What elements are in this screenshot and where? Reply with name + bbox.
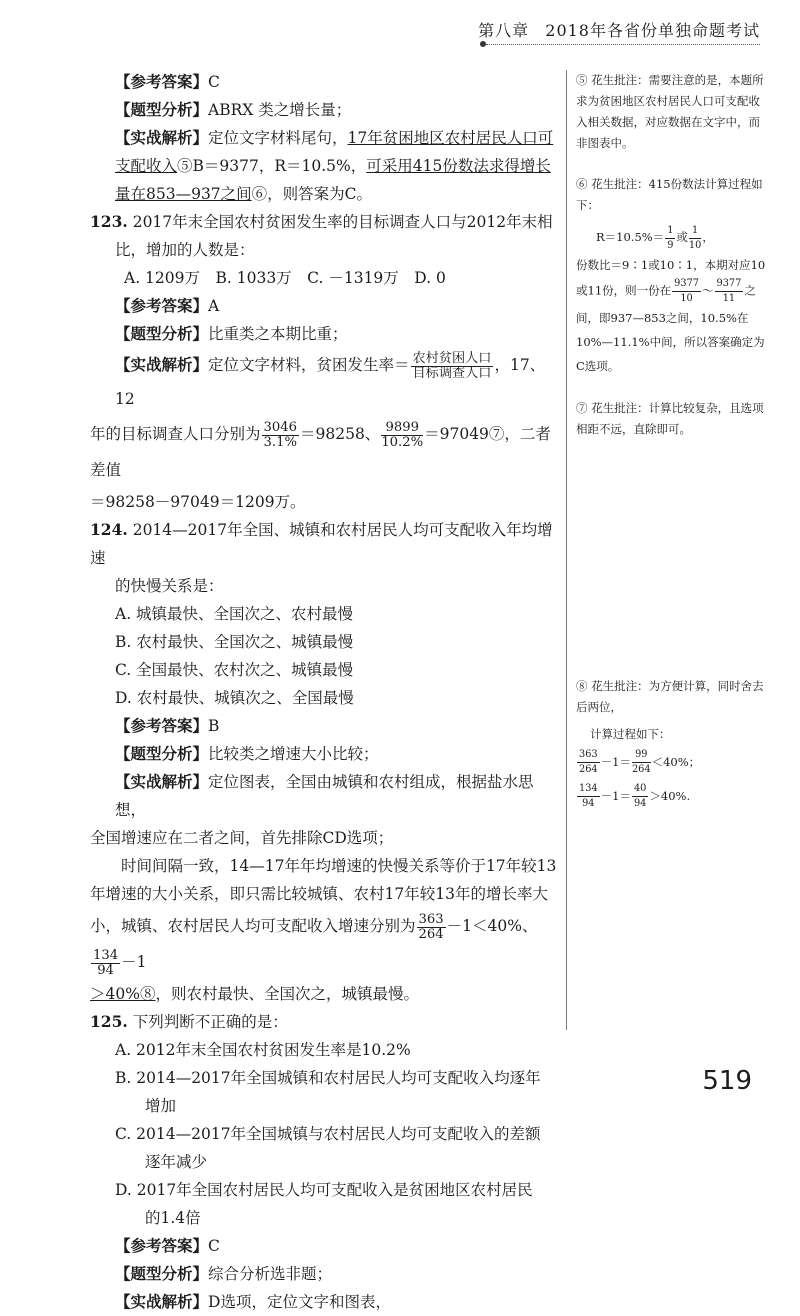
- option-c: C. 全国最快、农村次之、城镇最慢: [115, 661, 354, 679]
- options-line: A. 1209万 B. 1033万 C. －1319万 D. 0: [124, 269, 446, 287]
- practical-cont: 年的目标调查人口分别为 $\frac{3046}{3.1\%}$ ＝98258、 $\frac{9899}{10.2\%}$ ＝97049⑦，二者差值: [90, 419, 551, 479]
- question-stem-cont: 比，增加的人数是：: [115, 241, 255, 259]
- question-123: 123. 2017年末全国农村贫困发生率的目标调查人口与2012年末相: [90, 212, 553, 231]
- answer-line: 【参考答案】B: [115, 716, 220, 735]
- type-line: 【题型分析】比较类之增速大小比较；: [115, 744, 379, 763]
- option-b: B. 农村最快、全国次之、城镇最慢: [115, 633, 354, 651]
- main-column: [90, 68, 560, 1316]
- fraction: $\frac{99}{264}$: [631, 749, 651, 775]
- practical-line: 【实战解析】定位文字材料，贫困发生率＝ $\frac{\text{农村贫困人口}}{\text{目标调查人口}}$ ，17、12: [115, 350, 546, 408]
- answer-line: 【参考答案】C: [115, 72, 220, 91]
- practical-cont: 年增速的大小关系，即只需比较城镇、农村17年较13年的增长率大: [90, 885, 548, 903]
- fraction: $\frac{3046}{3.1\%}$: [263, 419, 297, 450]
- fraction: $\frac{1}{9}$: [667, 224, 674, 251]
- fraction: $\frac{363}{264}$: [418, 911, 444, 942]
- page-number: 519: [702, 1066, 752, 1096]
- practical-cont: 时间间隔一致，14—17年年均增速的快慢关系等价于17年较13: [121, 857, 557, 875]
- option-c-cont: 逐年减少: [145, 1153, 208, 1171]
- type-line: 【题型分析】综合分析选非题；: [115, 1264, 333, 1283]
- header-title: 2018年各省份单独命题考试: [545, 21, 760, 40]
- option-d: D. 2017年全国农村居民人均可支配收入是贫困地区农村居民: [115, 1181, 533, 1199]
- type-line: 【题型分析】比重类之本期比重；: [115, 324, 348, 343]
- note-6-formula: R＝10.5%＝ $\frac{1}{9}$ 或 $\frac{1}{10}$ ，: [596, 224, 714, 251]
- practical-line: 【实战解析】定位图表，全国由城镇和农村组成，根据盐水思想，: [115, 772, 534, 819]
- note-8-eq2: $\frac{134}{94}$ －1＝ $\frac{40}{94}$ ＞40%.: [579, 783, 691, 809]
- answer-line: 【参考答案】C: [115, 1236, 220, 1255]
- note-6-head: ⑥ 花生批注：415份数法计算过程如下：: [576, 177, 763, 212]
- option-c: C. 2014—2017年全国城镇与农村居民人均可支配收入的差额: [115, 1125, 541, 1143]
- option-d-cont: 的1.4倍: [145, 1209, 201, 1227]
- note-8-head: ⑧ 花生批注：为方便计算，同时舍去后两位，: [576, 678, 764, 714]
- note-5: ⑤ 花生批注：需要注意的是，本题所求为贫困地区农村居民人口可支配收入相关数据，对应数据在文字中，而非图表中。: [576, 73, 764, 150]
- fraction: $\frac{9377}{11}$: [716, 277, 742, 304]
- fraction: $\frac{40}{94}$: [633, 783, 647, 809]
- option-d: D. 农村最快、城镇次之、全国最慢: [115, 689, 354, 707]
- note-8-eq1: $\frac{363}{264}$ －1＝ $\frac{99}{264}$ ＜40%；: [579, 749, 701, 775]
- margin-notes: [576, 70, 766, 813]
- option-b-cont: 增加: [145, 1097, 177, 1115]
- margin-divider: [566, 70, 567, 1030]
- fraction: $\frac{1}{10}$: [688, 224, 702, 251]
- note-6-body: 份数比＝9∶1或10∶1，本期对应10或11份，则一份在 $\frac{9377}{10}$ ～ $\frac{9377}{11}$ 之间，即937—853之间，10.5%在10%—11.1%中间，所以答案确定为C选项。: [576, 257, 766, 373]
- practical-cont: ＝98258－97049＝1209万。: [90, 493, 306, 511]
- practical-cont: 小，城镇、农村居民人均可支配收入增速分别为 $\frac{363}{264}$ －1＜40%、 $\frac{134}{94}$ －1: [90, 911, 538, 978]
- fraction: $\frac{134}{94}$: [579, 783, 598, 809]
- running-header: [478, 18, 760, 41]
- fraction: $\frac{363}{264}$: [579, 749, 598, 775]
- practical-cont: 全国增速应在二者之间，首先排除CD选项；: [90, 829, 394, 847]
- question-stem-cont: 的快慢关系是：: [115, 577, 224, 595]
- note-8-sub: 计算过程如下：: [590, 726, 671, 741]
- answer-line: 【参考答案】A: [115, 296, 220, 315]
- practical-cont: ＞40%⑧，则农村最快、全国次之，城镇最慢。: [90, 985, 419, 1003]
- type-line: 【题型分析】ABRX 类之增长量；: [115, 100, 352, 119]
- question-125: 125. 下列判断不正确的是：: [90, 1012, 288, 1031]
- option-a: A. 2012年末全国农村贫困发生率是10.2%: [115, 1041, 411, 1059]
- option-a: A. 城镇最快、全国次之、农村最慢: [115, 605, 354, 623]
- fraction: $\frac{\text{农村贫困人口}}{\text{目标调查人口}}$: [412, 350, 492, 381]
- question-124: 124. 2014—2017年全国、城镇和农村居民人均可支配收入年均增速: [90, 520, 553, 567]
- practical-line: 【实战解析】定位文字材料尾句，17年贫困地区农村居民人口可支配收入⑤B＝9377，R＝10.5%，可采用415份数法求得增长量在853—937之间⑥，则答案为C。: [115, 128, 554, 203]
- option-b: B. 2014—2017年全国城镇和农村居民人均可支配收入均逐年: [115, 1069, 541, 1087]
- note-7: ⑦ 花生批注：计算比较复杂，且选项相距不远，直除即可。: [576, 400, 764, 436]
- chapter-label: 第八章: [478, 21, 530, 40]
- fraction: $\frac{9377}{10}$: [674, 277, 699, 304]
- fraction: $\frac{134}{94}$: [93, 947, 119, 978]
- header-rule: [486, 44, 760, 45]
- fraction: $\frac{9899}{10.2\%}$: [381, 419, 424, 450]
- practical-line: 【实战解析】D选项，定位文字和图表，: [115, 1292, 391, 1311]
